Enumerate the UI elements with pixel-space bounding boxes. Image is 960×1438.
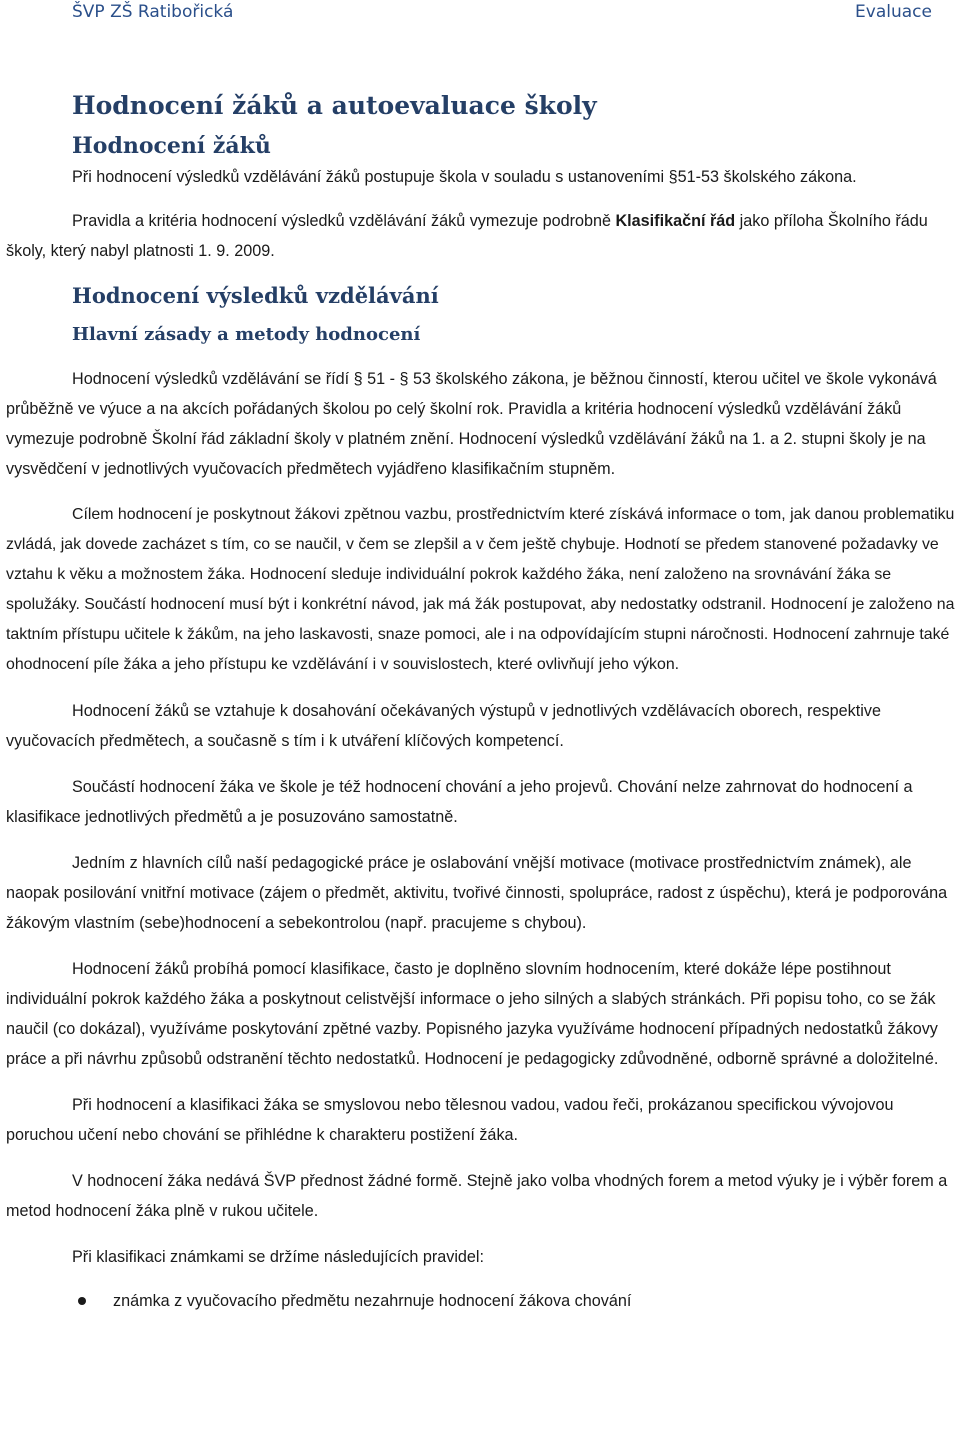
document-body <box>6 88 958 1316</box>
list-item <box>6 1286 958 1316</box>
body-paragraph-7: Při hodnocení a klasifikaci žáka se smyslovou nebo tělesnou vadou, vadou řeči, prokázanou specifickou vývojovou poruchou učení nebo chování se přihlédne k charakteru postižení žáka. <box>6 1096 894 1144</box>
body-paragraph-1: Hodnocení výsledků vzdělávání se řídí § 51 - § 53 školského zákona, je běžnou činností, kterou učitel ve škole vykonává průběžně ve výuce a na akcích pořádaných školou po celý školní rok. Pravidla a kritéria hodnocení výsledků vzdělávání žáků vymezuje podrobně Školní řád základní školy v platném znění. Hodnocení výsledků vzdělávání žáků na 1. a 2. stupni školy je na vysvědčení v jednotlivých vyučovacích předmětech vyjádřeno klasifikačním stupněm. <box>6 370 937 478</box>
body-paragraph-8: V hodnocení žáka nedává ŠVP přednost žádné formě. Stejně jako volba vhodných forem a metod výuky je i výběr forem a metod hodnocení žáka plně v rukou učitele. <box>6 1172 948 1220</box>
body-paragraph-3: Hodnocení žáků se vztahuje k dosahování očekávaných výstupů v jednotlivých vzdělávacích oborech, respektive vyučovacích předmětech, a současně s tím i k utváření klíčových kompetencí. <box>6 702 881 750</box>
page-header <box>0 0 960 24</box>
subsection-title: Hlavní zásady a metody hodnocení <box>72 324 421 345</box>
intro-p2-text-before: Pravidla a kritéria hodnocení výsledků vzdělávání žáků vymezuje podrobně <box>72 212 616 230</box>
section-title: Hodnocení výsledků vzdělávání <box>72 283 439 308</box>
body-paragraph-9: Při klasifikaci známkami se držíme následujících pravidel: <box>72 1248 485 1266</box>
classification-rules-list <box>6 1286 958 1316</box>
body-paragraph-5: Jedním z hlavních cílů naší pedagogické práce je oslabování vnější motivace (motivace prostřednictvím známek), ale naopak posilování vnitřní motivace (zájem o předmět, aktivitu, tvořivé činnosti, spolupráce, radost z úspěchu), která je podporována žákovým vlastním (sebe)hodnocení a sebekontrolou (např. pracujeme s chybou). <box>6 854 948 932</box>
list-item-text: známka z vyučovacího předmětu nezahrnuje hodnocení žákova chování <box>113 1292 632 1310</box>
page-title: Hodnocení žáků a autoevaluace školy <box>72 91 597 120</box>
intro-paragraph-2 <box>6 206 958 266</box>
header-section-name: Evaluace <box>855 2 932 22</box>
intro-p2-text-after: jako příloha Školního řádu školy, který nabyl platnosti 1. 9. 2009. <box>6 212 928 260</box>
bullet-icon <box>78 1297 86 1305</box>
body-paragraph-6: Hodnocení žáků probíhá pomocí klasifikace, často je doplněno slovním hodnocením, které dokáže lépe postihnout individuální pokrok každého žáka a poskytnout celistvější informace o jeho silných a slabých stránkách. Při popisu toho, co se žák naučil (co dokázal), využíváme poskytování zpětné vazby. Popisného jazyka využíváme hodnocení případných nedostatků žákovy práce a při návrhu způsobů odstranění těchto nedostatků. Hodnocení je pedagogicky zdůvodněné, odborně správné a doložitelné. <box>6 960 939 1068</box>
header-school-name: ŠVP ZŠ Ratibořická <box>72 2 234 22</box>
intro-paragraph-1: Při hodnocení výsledků vzdělávání žáků postupuje škola v souladu s ustanoveními §51-53 školského zákona. <box>72 168 857 186</box>
page-subtitle: Hodnocení žáků <box>72 133 271 159</box>
classification-rules-term: Klasifikační řád <box>615 212 736 230</box>
body-paragraph-4: Součástí hodnocení žáka ve škole je též hodnocení chování a jeho projevů. Chování nelze zahrnovat do hodnocení a klasifikace jednotlivých předmětů a je posuzováno samostatně. <box>6 778 913 826</box>
body-paragraph-2: Cílem hodnocení je poskytnout žákovi zpětnou vazbu, prostřednictvím které získává informace o tom, jak danou problematiku zvládá, jak dovede zacházet s tím, co se naučil, v čem se zlepšil a v čem ještě chybuje. Hodnotí se předem stanovené požadavky ve vztahu k věku a možnostem žáka. Hodnocení sleduje individuální pokrok každého žáka, není založeno na srovnávání žáka se spolužáky. Součástí hodnocení musí být i konkrétní návod, jak má žák postupovat, aby nedostatky odstranil. Hodnocení je založeno na taktním přístupu učitele k žákům, na jeho laskavosti, snaze pomoci, ale i na odpovídajícím stupni náročnosti. Hodnocení zahrnuje také ohodnocení píle žáka a jeho přístupu ke vzdělávání i v souvislostech, které ovlivňují jeho výkon. <box>6 506 955 673</box>
